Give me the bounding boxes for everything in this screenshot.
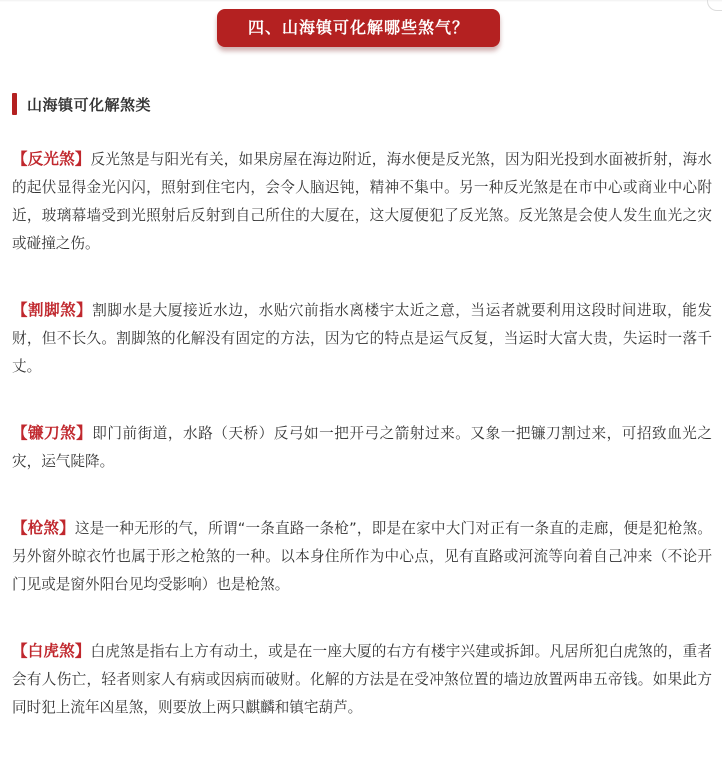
entry-liandao bbox=[12, 419, 712, 476]
subheading-accent-bar bbox=[12, 93, 17, 115]
entry-list bbox=[12, 145, 712, 760]
subheading-text: 山海镇可化解煞类 bbox=[27, 95, 152, 114]
entry-title: 【镰刀煞】 bbox=[12, 424, 93, 442]
corner-mark bbox=[707, 0, 722, 11]
entry-title: 【割脚煞】 bbox=[12, 301, 93, 319]
entry-baihu bbox=[12, 637, 712, 722]
entry-gejiao bbox=[12, 296, 712, 381]
subheading bbox=[12, 92, 151, 116]
entry-body: 即门前街道，水路（天桥）反弓如一把开弓之箭射过来。又象一把镰刀割过来，可招致血光之灾，运气陡降。 bbox=[12, 425, 712, 470]
entry-title: 【白虎煞】 bbox=[12, 642, 91, 660]
entry-body: 白虎煞是指右上方有动土，或是在一座大厦的右方有楼宇兴建或拆卸。凡居所犯白虎煞的，重者会有人伤亡，轻者则家人有病或因病而破财。化解的方法是在受冲煞位置的墙边放置两串五帝钱。如果此方同时犯上流年凶星煞，则要放上两只麒麟和镇宅葫芦。 bbox=[12, 643, 712, 716]
entry-body: 这是一种无形的气，所谓“一条直路一条枪”，即是在家中大门对正有一条直的走廊，便是犯枪煞。另外窗外晾衣竹也属于形之枪煞的一种。以本身住所作为中心点，见有直路或河流等向着自己冲来（不论开门见或是窗外阳台见均受影响）也是枪煞。 bbox=[12, 520, 712, 593]
top-shadow bbox=[0, 0, 722, 2]
entry-title: 【枪煞】 bbox=[12, 519, 75, 537]
entry-body: 割脚水是大厦接近水边，水贴穴前指水离楼宇太近之意，当运者就要利用这段时间进取，能发财，但不长久。割脚煞的化解没有固定的方法，因为它的特点是运气反复，当运时大富大贵，失运时一落千丈。 bbox=[12, 302, 712, 375]
entry-title: 【反光煞】 bbox=[12, 150, 91, 168]
entry-body: 反光煞是与阳光有关，如果房屋在海边附近，海水便是反光煞，因为阳光投到水面被折射，海水的起伏显得金光闪闪，照射到住宅内，会令人脑迟钝，精神不集中。另一种反光煞是在市中心或商业中心附近，玻璃幕墙受到光照射后反射到自己所住的大厦在，这大厦便犯了反光煞。反光煞是会使人发生血光之灾或碰撞之伤。 bbox=[12, 151, 712, 252]
entry-qiang bbox=[12, 514, 712, 599]
entry-fanguang bbox=[12, 145, 712, 258]
section-title-banner: 四、山海镇可化解哪些煞气？ bbox=[217, 9, 500, 47]
